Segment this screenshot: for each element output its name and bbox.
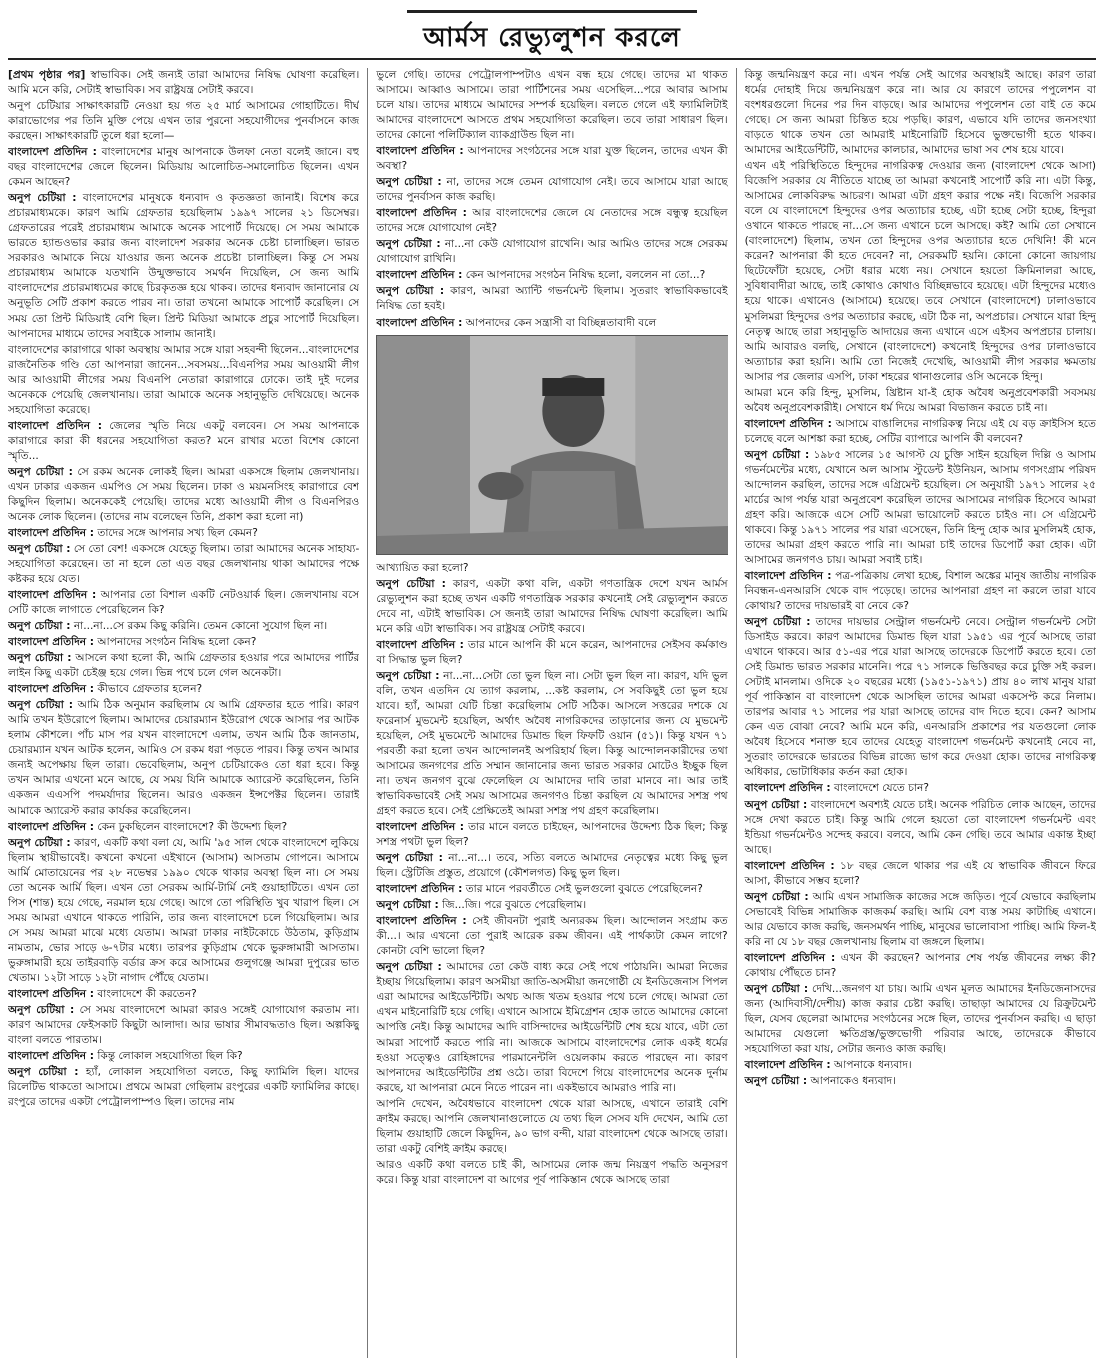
- paragraph-text: বাংলাদেশে অবশ্যই যেতে চাই। অনেক পরিচিত লোক আছেন, তাদের সঙ্গে দেখা করতে চাই। কিন্তু আমি গেলে হয়তো তো বাংলাদেশ গভর্নমেন্ট এবং ইন্ডিয়া গভর্নমেন্টও সন্দেহ করবে। বলবে, আমি কেন গেছি। তবে আমার একান্ত ইচ্ছা আছে।: [744, 798, 1096, 856]
- paragraph-text: বাংলাদেশের মানুষ আপনাকে উলফা নেতা বলেই জানে। বহু বছর বাংলাদেশের জেলে ছিলেন। মিডিয়ায় আলোচিত-সমালোচিত ছিলেন। এখন কেমন আছেন?: [8, 146, 360, 189]
- speaker-label: বাংলাদেশ প্রতিদিন :: [376, 269, 463, 282]
- interview-paragraph: [376, 144, 727, 174]
- interview-paragraph: [8, 68, 359, 98]
- interview-paragraph: [376, 638, 727, 668]
- speaker-label: বাংলাদেশ প্রতিদিন :: [8, 820, 95, 833]
- paragraph-text: আমরা মনে করি হিন্দু, মুসলিম, খ্রিষ্টান যা-ই হোক অবৈধ অনুপ্রবেশকারী সবসময় অবৈধ অনুপ্রবেশকারীই। সেখানে ধর্ম দিয়ে আমরা বিভাজন করতে চাই না।: [744, 386, 1096, 414]
- paragraph-text: না...না...। তবে, সত্যি বলতে আমাদের নেতৃত্বের মধ্যে কিছু ভুল ছিল। স্ট্রেটিজি প্রস্তুত, প্রয়োগে (কৌশলগত) কিছু ভুল ছিল।: [376, 852, 728, 880]
- interview-paragraph: [8, 1049, 359, 1064]
- speaker-label: অনুপ চেটিয়া :: [376, 577, 446, 590]
- speaker-label: অনুপ চেটিয়া :: [744, 890, 809, 903]
- interview-paragraph: [8, 588, 359, 618]
- speaker-label: অনুপ চেটিয়া :: [376, 176, 442, 189]
- paragraph-text: আরও একটি কথা বলতে চাই কী, আসামের লোক জন্ম নিয়ন্ত্রণ পদ্ধতি অনুসরণ করে। কিন্তু যারা বাংলাদেশ বা আগের পূর্ব পাকিস্তান থেকে আসছে তারা: [376, 1158, 728, 1186]
- paragraph-text: ১৮ বছর জেলে থাকার পর এই যে স্বাভাবিক জীবনে ফিরে আসা, কীভাবে সম্ভব হলো?: [744, 859, 1096, 887]
- speaker-label: বাংলাদেশ প্রতিদিন :: [8, 987, 95, 1000]
- interview-paragraph: [8, 145, 359, 190]
- speaker-label: বাংলাদেশ প্রতিদিন :: [8, 1050, 95, 1062]
- paragraph-text: আপনাদের সংগঠনের সঙ্গে যারা যুক্ত ছিলেন, তাদের এখন কী অবস্থা?: [376, 145, 728, 173]
- interview-photo: [376, 335, 727, 555]
- interview-paragraph: [8, 542, 359, 587]
- interview-paragraph: [745, 890, 1096, 950]
- interview-paragraph: [8, 987, 359, 1002]
- interview-paragraph: [745, 417, 1096, 447]
- paragraph-text: কারণ, আমরা অ্যান্টি গভর্নমেন্ট ছিলাম। সুতরাং স্বাভাবিকভাবেই নিষিদ্ধ তো হবই।: [376, 285, 728, 313]
- paragraph-text: আমি ঠিক অনুমান করছিলাম যে আমি গ্রেফতার হতে পারি। কারণ আমি তখন ইউরোপে ছিলাম। আমাদের চেয়ারম্যান ইউরোপ থেকে আসার পর আটক হলাম কৌশলে। পাঁচ মাস পর যখন বাংলাদেশে এলাম, তখন আমি ঠিক জানতাম, চেয়ারম্যান যখন আটক হলেন, আমিও সে রকম ধরা পড়তে পারব। কিন্তু তখন আমার জন্যই অপেক্ষায় ছিল তারা। ভেবেছিলাম, অনুপ চেটিয়াকেও তো ধরা হবে। কিন্তু তখন আমার এখনো মনে আছে, যে সময় যিনি আমাকে অ্যারেস্ট করেছিলেন, তিনি একজন এএসপি পদমর্যাদার ছিলেন। আরও একজন ইন্সপেক্টর ছিলেন। তারাই আমাকে অ্যারেস্ট করার কার্যকর করেছিলেন।: [8, 699, 360, 817]
- column-2-bottom: [376, 561, 727, 1188]
- paragraph-text: আপনার তো বিশাল একটি নেটওয়ার্ক ছিল। জেলখানায় বসে সেটি কাজে লাগাতে পেরেছিলেন কি?: [8, 589, 360, 617]
- interview-paragraph: [376, 206, 727, 236]
- interview-paragraph: [8, 191, 359, 341]
- paragraph-text: আপনি দেখেন, অবৈধভাবে বাংলাদেশ থেকে যারা আসছে, এখানে তারাই বেশি ক্রাইম করছে। আপনি জেলখানাগুলোতে যে তথ্য ছিল সেসব যদি দেখেন, আমি তো ছিলাম গুয়াহাটি জেলে কিছুদিন, ৯০ ভাগ বন্দী, যারা বাংলাদেশ থেকে আসছে তারা। তারা একটু বেশিই ক্রাইম করছে।: [376, 1097, 728, 1155]
- interview-paragraph: [745, 781, 1096, 796]
- speaker-label: অনুপ চেটিয়া :: [744, 982, 809, 995]
- speaker-label: অনুপ চেটিয়া :: [376, 899, 439, 912]
- interview-paragraph: [8, 635, 359, 650]
- interview-paragraph: [745, 859, 1096, 889]
- speaker-label: অনুপ চেটিয়া :: [376, 285, 445, 298]
- speaker-label: [প্রথম পৃষ্ঠার পর]: [8, 69, 86, 81]
- speaker-label: বাংলাদেশ প্রতিদিন :: [8, 419, 102, 432]
- paragraph-text: পত্র-পত্রিকায় লেখা হচ্ছে, বিশাল অঙ্কের মানুষ জাতীয় নাগরিক নিবন্ধন-এনআরসি থেকে বাদ পড়েছে। তাদের আপনারা গ্রহণ না করলে তারা যাবে কোথায়? তাদের দায়ভারই বা নেবে কে?: [744, 570, 1096, 613]
- interview-paragraph: [376, 669, 727, 819]
- paragraph-text: আসলে কথা হলো কী, আমি গ্রেফতার হওয়ার পরে আমাদের পার্টির লাইন কিছু একটা চেইঞ্জ হয়ে গেল। ভিন্ন পথে চলে গেল অনেকটা।: [8, 652, 360, 680]
- paragraph-text: কিন্তু জন্মনিয়ন্ত্রণ করে না। এখন পর্যন্ত সেই আগের অবস্থায়ই আছে। কারণ তারা ধর্মের দোহাই দিয়ে জন্মনিয়ন্ত্রণ করে না। আর যে কারণে তাদের পপুলেশন বা বংশধরগুলো দিনের পর দিন বাড়ছে। আর আমাদের পপুলেশন তো বাই তে কমে গেছে। সে জন্য আমরা চিন্তিত হয়ে পড়ছি। কারণ, এভাবে যদি তাদের জনসংখ্যা বাড়তে থাকে তখন তো আমরাই মাইনোরিটি হিসেবে ভুক্তভোগী হতে থাকব। আমাদের আইডেন্টিটি, আমাদের কালচার, আমাদের ভাষা সব শেষ হয়ে যাবে।: [744, 69, 1096, 157]
- interview-paragraph: [8, 419, 359, 464]
- interview-paragraph: [376, 284, 727, 314]
- paragraph-text: আপনাদের কেন সন্ত্রাসী বা বিচ্ছিন্নতাবাদী বলে: [465, 316, 657, 329]
- interview-paragraph: [376, 561, 727, 576]
- interview-paragraph: [376, 175, 727, 205]
- paragraph-text: অনুপ চেটিয়ার সাক্ষাৎকারটি নেওয়া হয় গত ২৫ মার্চ আসামের গোহাটিতে। দীর্ঘ কারাভোগের পর তিনি মুক্তি পেয়ে এখন তার পুরনো সহযোগীদের পুনর্বাসনে কাজ করছেন। সাক্ষাৎকারটি তুলে ধরা হলো—: [8, 100, 360, 143]
- paragraph-text: এখন এই পরিস্থিতিতে হিন্দুদের নাগরিকত্ব দেওয়ার জন্য (বাংলাদেশ থেকে আসা) বিজেপি সরকার যে নীতিতে যাচ্ছে তা আমরা কখনোই সাপোর্ট করি না। এটা কিন্তু, আসামের লোকবিরুদ্ধ আচরণ। আমরা এটা গ্রহণ করার পক্ষে নই। বিজেপি সরকার বলে যে বাংলাদেশে হিন্দুদের ওপর অত্যাচার হচ্ছে, এটা হচ্ছে সেটা হচ্ছে, হিন্দুরা ওখানে থাকতে পারছে না...সে জন্য এখানে চলে আসছে। কই? আমি তো সেখানে (বাংলাদেশে) ছিলাম, তখন তো হিন্দুদের ওপর অত্যাচার হতে দেখিনি! কী মনে করেন? আপনারা কী হতে দেবেন? না, সেরকমটি হয়নি। কোনো কোনো জায়গায় ছিটেফোঁটা হয়েছে, সেটা ধরার মধ্যে নয়। সেখানে হয়তো ক্রিমিনালরা আছে, সুবিধাবাদীরা আছে, তাই কোথাও কোথাও বিচ্ছিন্নভাবে হয়েছে। এটা হিন্দুদের মধ্যেও হয়ে থাকে। এখানেও (আসামে) হয়েছে। তবে সেখানে (বাংলাদেশে) ঢালাওভাবে মুসলিমরা হিন্দুদের ওপর অত্যাচার করছে, এটা ঠিক না, অপপ্রচার। সেখানে যারা হিন্দু নেতৃত্ব আছে তারা সহানুভূতি আদায়ের জন্য এখানে এসে এইসব অপপ্রচার চালায়। আমি আবারও বলছি, সেখানে (বাংলাদেশে) কখনোই হিন্দুদের ওপর ঢালাওভাবে অত্যাচার করা হয়নি। আমি তো নিজেই দেখেছি, আওয়ামী লীগ সরকার ক্ষমতায় আসার পর জেলার এসপি, ঢাকা শহরের থানাগুলোর ওসি অনেকে হিন্দু।: [744, 160, 1096, 383]
- paragraph-text: ১৯৮৫ সালের ১৫ আগস্ট যে চুক্তি সাইন হয়েছিল দিল্লি ও আসাম গভর্নমেন্টের মধ্যে, যেখানে অল আসাম স্টুডেন্ট ইউনিয়ন, আসাম গণসংগ্রাম পরিষদ আন্দোলন করছিল, তাদের সঙ্গে এগ্রিমেন্ট হয়েছিল। সে অনুযায়ী ১৯৭১ সালের ২৫ মার্চের আগ পর্যন্ত যারা অনুপ্রবেশ করেছিল তাদের আসামের নাগরিক হিসেবে আমরা গ্রহণ করি। আজকে এসে সেটি আমরা ভায়োলেট করতে চাইও না। সে এগ্রিমেন্ট থাকবে। কিন্তু ১৯৭১ সালের পর যারা এসেছেন, তিনি হিন্দু হোক আর মুসলিমই হোক, তাদের আমরা গ্রহণ করতে পারি না। আমরা চাই তাদের ডিপোর্ট করা হোক। এটা আসামের জনগণও চায়। আমরা সবাই চাই।: [744, 448, 1096, 566]
- headline-bar: [8, 10, 1096, 60]
- paragraph-text: সে সময় বাংলাদেশে আমরা কারও সঙ্গেই যোগাযোগ করতাম না। কারণ আমাদের ফেইসকাট কিছুটা আলাদা। আর ভাষার সীমাবদ্ধতাও ছিল। অল্পকিছু বাংলা বলতে পারতাম।: [8, 1003, 360, 1046]
- paragraph-text: ভুলে গেছি। তাদের পেট্রোলপাম্পটাও এখন বন্ধ হয়ে গেছে। তাদের মা থাকত আসামে। আব্বাও আসামে। তারা পার্টিশনের সময় এসেছিল...পরে আবার আসাম চলে যায়। তাদের মাধ্যমে আমাদের সম্পর্ক হয়েছিল। বলতে গেলে এই ফ্যামিলিটাই আমাদের বাংলাদেশে আসতে প্রথম সহযোগিতা করেছিল। তবে তারা সাধারণ ছিল। তাদের কোনো পলিটিক্যাল ব্যাকগ্রাউন্ড ছিল না।: [376, 69, 728, 142]
- speaker-label: অনুপ চেটিয়া :: [8, 1003, 75, 1016]
- interview-paragraph: [376, 1158, 727, 1188]
- paragraph-text: কীভাবে গ্রেফতার হলেন?: [97, 683, 203, 696]
- interview-paragraph: [745, 386, 1096, 416]
- interview-paragraph: [745, 615, 1096, 780]
- interview-paragraph: [745, 68, 1096, 158]
- interview-paragraph: [376, 1097, 727, 1157]
- speaker-label: বাংলাদেশ প্রতিদিন :: [8, 526, 95, 539]
- interview-paragraph: [8, 526, 359, 541]
- speaker-label: অনুপ চেটিয়া :: [8, 652, 72, 665]
- speaker-label: অনুপ চেটিয়া :: [8, 836, 71, 849]
- paragraph-text: আমি এখন সামাজিক কাজের সঙ্গে জড়িত। পূর্বে যেভাবে করছিলাম সেভাবেই বিভিন্ন সামাজিক কাজকর্ম করছি। আমি বেশ ব্যস্ত সময় কাটাচ্ছি এখানে। আর যেভাবে কাজ করছি, জনসমর্থন পাচ্ছি, মানুষের ভালোবাসা পাচ্ছি। আমি ফিল-ই করি না যে ১৮ বছর জেলখানায় ছিলাম বা জঙ্গলে ছিলাম।: [744, 890, 1096, 948]
- interview-paragraph: [376, 960, 727, 1095]
- paragraph-text: আপনাকেও ধন্যবাদ।: [810, 1075, 896, 1088]
- interview-paragraph: [8, 1003, 359, 1048]
- interview-paragraph: [8, 1065, 359, 1110]
- interview-paragraph: [376, 237, 727, 267]
- interview-paragraph: [376, 316, 727, 331]
- paragraph-text: আপনাকে ধন্যবাদ।: [834, 1059, 912, 1072]
- speaker-label: অনুপ চেটিয়া :: [8, 699, 74, 712]
- paragraph-text: আপনাদের সংগঠন নিষিদ্ধ হলো কেন?: [97, 636, 257, 649]
- interview-paragraph: [8, 820, 359, 835]
- paragraph-text: তার মানে আপনি কী মনে করেন, আপনাদের সেইসব কর্মকাণ্ড বা সিদ্ধান্ত ভুল ছিল?: [376, 638, 728, 666]
- paragraph-text: হ্যাঁ, লোকাল সহযোগিতা বলতে, কিছু ফ্যামিলি ছিল। যাদের রিলেটিভ থাকতো আসামে। প্রথমে আমরা গেছিলাম রংপুরের একটি ফ্যামিলির কাছে। রংপুরে তাদের একটা পেট্রোলপাম্পও ছিল। তাদের নাম: [8, 1066, 360, 1109]
- column-2-top: [376, 68, 727, 331]
- paragraph-text: বাংলাদেশের মানুষকে ধন্যবাদ ও কৃতজ্ঞতা জানাই। বিশেষ করে প্রচারমাধ্যমকে। কারণ আমি গ্রেফতার হয়েছিলাম ১৯৯৭ সালের ২১ ডিসেম্বর। গ্রেফতারের পরেই প্রচারমাধ্যম আমাকে অনেক সাপোর্ট দিয়েছে। সে সময় আমাকে ভারতে হ্যান্ডওভার করার জন্য বাংলাদেশ সরকার অনেক চেষ্টা চালাচ্ছিল। ভারত সরকারও আমাকে নিয়ে যাওয়ার জন্য অনেক প্রচেষ্টা চালাচ্ছিল। কিন্তু সে সময় প্রচারমাধ্যম আমাকে যতখানি উন্মুক্তভাবে সমর্থন দিয়েছিল, সে জন্য আমি বাংলাদেশের প্রচারমাধ্যমের কাছে চিরকৃতজ্ঞ হয়ে থাকব। তাদের ধন্যবাদ জানানোর যে অনুভূতি সেটি প্রকাশ করতে পারব না। তারা তখনো আমাকে সাপোর্ট করেছিল। সে সময় তো প্রিন্ট মিডিয়াই বেশি ছিল। প্রিন্ট মিডিয়া আমাকে প্রচুর সাপোর্ট দিয়েছিল। আপনাদের মাধ্যমে তাদের সবাইকে সালাম জানাই।: [8, 192, 360, 340]
- paragraph-text: তার মানে বলতে চাইছেন, আপনাদের উদ্দেশ্য ঠিক ছিল; কিন্তু সশস্ত্র পথটা ভুল ছিল?: [376, 821, 728, 849]
- paragraph-text: আমাদের তো কেউ বাধ্য করে সেই পথে পাঠায়নি। আমরা নিজের ইচ্ছায় গিয়েছিলাম। কারণ অসমীয়া জাতি-অসমীয়া জনগোষ্ঠী যে ইনডিজেনাস পিপল এরা আমাদের আইডেন্টিটি। অথচ আজ খতম হওয়ার পথে চলে গেছে। আমরা তো এখন মাইনোরিটি হয়ে গেছি। এখানে আসামে ইমিগ্রেশন হোক তাতে আমাদের কোনো আপত্তি নেই। কিন্তু আমাদের আদি বাসিন্দাদের আইডেন্টিটি শেষ হয়ে যাবে, এটা তো আমরা সাপোর্ট করতে পারি না। আজকে আসামে বাংলাদেশের লোক একই ধর্মের হওয়া সত্ত্বেও রোহিঙ্গাদের পারমানেন্টলি ওয়েলকাম করতে পারছেন না। কারণ আপনাদের আইডেন্টিটির প্রশ্ন ওঠে। তারা বিদেশে গিয়ে বাংলাদেশের অনেক দুর্নাম করছে, যা আপনারা মেনে নিতে পারেন না। একইভাবে আমরাও পারি না।: [376, 961, 728, 1094]
- interview-paragraph: [8, 343, 359, 418]
- speaker-label: বাংলাদেশ প্রতিদিন :: [744, 859, 835, 872]
- interview-paragraph: [8, 836, 359, 986]
- interview-paragraph: [8, 651, 359, 681]
- interview-paragraph: [376, 68, 727, 143]
- speaker-label: বাংলাদেশ প্রতিদিন :: [744, 570, 832, 583]
- interview-paragraph: [376, 820, 727, 850]
- paragraph-text: সেই জীবনটা পুরাই অন্যরকম ছিল। আন্দোলন সংগ্রাম কত কী...। আর এখনো তো পুরাই আরেক রকম জীবন। এই পার্থক্যটা কেমন লাগে? কোনটা বেশি ভালো ছিল?: [376, 915, 728, 958]
- speaker-label: বাংলাদেশ প্রতিদিন :: [744, 951, 836, 964]
- speaker-label: বাংলাদেশ প্রতিদিন :: [376, 638, 464, 651]
- interview-paragraph: [8, 465, 359, 525]
- speaker-label: বাংলাদেশ প্রতিদিন :: [8, 636, 95, 649]
- paragraph-text: তার মানে পরবর্তীতে সেই ভুলগুলো বুঝতে পেরেছিলেন?: [465, 883, 703, 896]
- paragraph-text: আসামে বাঙালিদের নাগরিকত্ব নিয়ে এই যে বড় ক্রাইসিস হতে চলেছে বলে আশঙ্কা করা হচ্ছে, সেটির ব্যাপারে আপনি কী বলবেন?: [744, 417, 1096, 445]
- paragraph-text: বাংলাদেশে যেতে চান?: [834, 782, 929, 795]
- paragraph-text: এখন কী করছেন? আপনার শেষ পর্যন্ত জীবনের লক্ষ্য কী? কোথায় পৌঁছতে চান?: [744, 951, 1096, 979]
- column-2: [367, 68, 727, 1358]
- paragraph-text: সে তো বেশ! একসঙ্গে যেহেতু ছিলাম। তারা আমাদের অনেক সাহায্য-সহযোগিতা করেছেন। তা না হলে তো এত বছর জেলখানায় থাকা আমাদের পক্ষে কষ্টকর হয়ে যেত।: [8, 542, 360, 586]
- speaker-label: অনুপ চেটিয়া :: [376, 238, 441, 251]
- interview-paragraph: [745, 569, 1096, 614]
- speaker-label: বাংলাদেশ প্রতিদিন :: [8, 683, 95, 696]
- interview-paragraph: [745, 159, 1096, 384]
- paragraph-text: জি...জি। পরে বুঝতে পেরেছিলাম।: [442, 899, 587, 912]
- headline: আর্মস রেভ্যুলুশন করলে: [407, 10, 696, 61]
- paragraph-text: সে রকম অনেক লোকই ছিল। আমরা একসঙ্গে ছিলাম জেলখানায়। এখন ঢাকার একজন এমপিও সে সময় ছিলেন। ঢাকা ও ময়মনসিংহ কারাগারে বেশ কিছুদিন ছিলাম। অনেককেই পেয়েছি। তাদের মধ্যে আওয়ামী লীগ ও বিএনপিরও অনেক লোক ছিলেন। (তাদের নাম বলেছেন তিনি, প্রকাশ করা হলো না): [8, 465, 360, 523]
- interview-paragraph: [376, 882, 727, 897]
- speaker-label: অনুপ চেটিয়া :: [744, 616, 811, 629]
- speaker-label: বাংলাদেশ প্রতিদিন :: [744, 1059, 831, 1072]
- paragraph-text: না...না...সে রকম কিছু করিনি। তেমন কোনো সুযোগ ছিল না।: [73, 620, 328, 633]
- interview-paragraph: [745, 951, 1096, 981]
- person-seated-image: [377, 336, 727, 554]
- speaker-label: বাংলাদেশ প্রতিদিন :: [376, 915, 467, 928]
- paragraph-text: না, তাদের সঙ্গে তেমন যোগাযোগ নেই। তবে আসামে যারা আছে তাদের পুনর্বাসন কাজ করছি।: [376, 176, 728, 204]
- speaker-label: অনুপ চেটিয়া :: [744, 448, 810, 461]
- interview-paragraph: [745, 1074, 1096, 1089]
- speaker-label: বাংলাদেশ প্রতিদিন :: [376, 883, 463, 896]
- interview-paragraph: [745, 982, 1096, 1057]
- speaker-label: অনুপ চেটিয়া :: [8, 465, 73, 478]
- paragraph-text: না...না...সেটা তো ভুল ছিল না। সেটা ভুল ছিল না। কারণ, যদি ভুল বলি, তখন এতদিন যে ত্যাগ করলাম, ...কষ্ট করলাম, সে সবকিছুই তো ভুল হয়ে যাবে। হ্যাঁ, আমরা যেটি চিন্তা করেছিলাম সেটি সঠিক। আসলে সত্তরের দশকে যে ফরেনার্স মুভমেন্ট হয়েছিল, অর্থাৎ অবৈধ নাগরিকদের তাড়ানোর জন্য যে মুভমেন্ট হয়েছিল, সেই মুভমেন্টে আমাদের ডিমান্ড ছিল ফিফটি ওয়ান (৫১)। কিন্তু যখন ৭১ পরবর্তী করা হলো তখন আন্দোলনই অপরিহার্য ছিল। কিন্তু আন্দোলনকারীদের তথা আসামের জনগণের প্রতি সম্মান জানানোর জন্য ভারত সরকার মোটেও ইচ্ছুক ছিল না। তখন জনগণ বুঝে ফেলেছিল যে আমাদের দাবি তারা মানবে না। আর তাই স্বাভাবিকভাবেই সেই সময় আসামের জনগণও চিন্তা করছিল যে আমাদের সশস্ত্র পথ গ্রহণ করতে হবে। সেই প্রেক্ষিতেই আমরা সশস্ত্র পথ গ্রহণ করেছিলাম।: [376, 669, 728, 818]
- speaker-label: বাংলাদেশ প্রতিদিন :: [376, 207, 467, 220]
- speaker-label: বাংলাদেশ প্রতিদিন :: [376, 145, 464, 158]
- paragraph-text: আখ্যায়িত করা হলো?: [376, 561, 469, 574]
- paragraph-text: কিন্তু লোকাল সহযোগিতা ছিল কি?: [97, 1050, 243, 1062]
- interview-paragraph: [745, 798, 1096, 858]
- paragraph-text: কেন আপনাদের সংগঠন নিষিদ্ধ হলো, বললেন না তো...?: [465, 269, 706, 282]
- speaker-label: বাংলাদেশ প্রতিদিন :: [376, 821, 464, 834]
- paragraph-text: না...না কেউ যোগাযোগ রাখেনি। আর আমিও তাদের সঙ্গে সেরকম যোগাযোগ রাখিনি।: [376, 238, 728, 266]
- paragraph-text: কারণ, একটি কথা বলা যে, আমি '৯৫ সাল থেকে বাংলাদেশে লুকিয়ে ছিলাম স্থায়ীভাবেই। কখনো কখনো এইখানে (আসাম) আসতাম গোপনে। আসামে আর্মি মোতায়েনের পর ২৮ নভেম্বর ১৯৯০ থেকে থাকার অবস্থা ছিল না। সে সময় তো অনেক আর্মি ছিল। এখন তো সেরকম আর্মি-টার্মি নেই গুয়াহাটিতে। এখন তো পিস (শান্ত) হয়ে গেছে, নরমাল হয়ে গেছে। আগে তো পরিস্থিতি খুব খারাপ ছিল। সে সময় আমরা এখানে থাকতে পারিনি, তার জন্য বাংলাদেশে চলে গিয়েছিলাম। আর সে সময় আমরা মাঝে মধ্যে যেতাম। আমরা ঢাকার নাইটকোচে উঠতাম, কুড়িগ্রাম নামতাম, ভোর সাড়ে ৬-৭টার মধ্যে। তারপর কুড়িগ্রাম থেকে ভুরুঙ্গামারী আসতাম। ভুরুঙ্গামারী হয়ে তাইরবাড়ি বর্ডার ক্রস করে আসামের গুলুগঞ্জে আমরা দুপুরের ভাত খেতাম। ১২টা সাড়ে ১২টা নাগাদ পৌঁছে যেতাম।: [8, 836, 360, 984]
- paragraph-text: কেন ঢুকছিলেন বাংলাদেশে? কী উদ্দেশ্য ছিল?: [97, 820, 288, 833]
- interview-paragraph: [376, 268, 727, 283]
- interview-paragraph: [376, 851, 727, 881]
- paragraph-text: তাদের সঙ্গে আপনার সখ্য ছিল কেমন?: [97, 526, 258, 539]
- interview-paragraph: [8, 99, 359, 144]
- speaker-label: অনুপ চেটিয়া :: [376, 669, 440, 682]
- paragraph-text: স্বাভাবিক। সেই জন্যই তারা আমাদের নিষিদ্ধ ঘোষণা করেছিল। আমি মনে করি, সেটাই স্বাভাবিক। সব রাষ্ট্রযন্ত্র সেটাই করবে।: [8, 69, 360, 97]
- speaker-label: বাংলাদেশ প্রতিদিন :: [8, 589, 97, 602]
- speaker-label: অনুপ চেটিয়া :: [8, 192, 77, 205]
- interview-paragraph: [376, 898, 727, 913]
- interview-paragraph: [376, 577, 727, 637]
- interview-paragraph: [8, 698, 359, 818]
- paragraph-text: কারণ, একটা কথা বলি, একটা গণতান্ত্রিক দেশে যখন আর্মস রেভ্যুলুশন করা হচ্ছে তখন একটি গণতান্ত্রিক সরকার কখনোই সেই রেভ্যুলুশন করতে দেবে না, এটাই স্বাভাবিক। সে জন্যই তারা আমাদের নিষিদ্ধ ঘোষণা করেছিল। আমি মনে করি এটা স্বাভাবিক। সব রাষ্ট্রযন্ত্র সেটাই করবে।: [376, 577, 728, 635]
- speaker-label: অনুপ চেটিয়া :: [8, 1066, 79, 1079]
- speaker-label: অনুপ চেটিয়া :: [376, 961, 442, 974]
- paragraph-text: তাদের দায়ভার সেন্ট্রাল গভর্নমেন্ট নেবে। সেন্ট্রাল গভর্নমেন্ট সেটা ডিসাইড করবে। কারণ আমাদের ডিমান্ড ছিল যারা ১৯৫১ এর পূর্বে আসছে তারা এখানে থাকবে। আর ৫১-এর পরে যারা আসছে তাদেরকে ডিপোর্ট করতে হবে। তো সেই ডিমান্ড ভারত সরকার মানেনি। পরে ৭১ সালকে ভিত্তিবছর করে চুক্তি সই করল। সেটাই মানলাম। ওদিকে ২০ বছরের মধ্যে (১৯৫১-১৯৭১) প্রায় ৪০ লাখ মানুষ যারা পূর্ব পাকিস্তান বা বাংলাদেশ থেকে আসছিল তাদের আমরা একসেপ্ট করে নিলাম। তারপর আবার ৭১ সালের পর যারা আসছে তাদের বাদ দিতে হবে। কেন? আসাম কেন এত বোঝা নেবে? আমি মনে করি, এনআরসি প্রকাশের পর যতগুলো লোক অবৈধ হিসেবে শনাক্ত হবে তাদের যেহেতু বাংলাদেশ গভর্নমেন্ট কখনোই নেবে না, সুতরাং তাদেরকে ভারতের বিভিন্ন রাজ্যে ভাগ করে দেওয়া হোক। তাদের নাগরিকত্ব অধিকার, ভোটাধিকার কর্তন করা হোক।: [744, 616, 1096, 779]
- speaker-label: অনুপ চেটিয়া :: [376, 852, 443, 865]
- speaker-label: বাংলাদেশ প্রতিদিন :: [8, 146, 97, 159]
- interview-paragraph: [745, 1058, 1096, 1073]
- speaker-label: অনুপ চেটিয়া :: [8, 542, 71, 555]
- column-3: [736, 68, 1096, 1358]
- paragraph-text: আর বাংলাদেশের জেলে যে নেতাদের সঙ্গে বন্ধুত্ব হয়েছিল তাদের সঙ্গে যোগাযোগ নেই?: [376, 207, 728, 235]
- article-columns: [8, 68, 1096, 1358]
- column-1: [8, 68, 359, 1358]
- speaker-label: বাংলাদেশ প্রতিদিন :: [744, 782, 831, 795]
- paragraph-text: বাংলাদেশে কী করতেন?: [97, 987, 197, 1000]
- interview-paragraph: [8, 619, 359, 634]
- paragraph-text: বাংলাদেশের কারাগারে থাকা অবস্থায় আমার সঙ্গে যারা সহবন্দী ছিলেন...বাংলাদেশের রাজনৈতিক গণ্ডি তো আপনারা জানেন...সবসময়...বিএনপির সময় আওয়ামী লীগ আর আওয়ামী লীগের সময় বিএনপি নেতারা কারাগারে ঢোকে। তাই দুই দলের অনেককে পেয়েছি জেলখানায়। তারা আমাকে অনেক সহানুভূতি দেখিয়েছে। অনেক সহযোগিতা করেছে।: [8, 343, 360, 416]
- speaker-label: অনুপ চেটিয়া :: [744, 1075, 808, 1088]
- speaker-label: বাংলাদেশ প্রতিদিন :: [744, 417, 832, 430]
- speaker-label: বাংলাদেশ প্রতিদিন :: [376, 316, 463, 329]
- paragraph-text: দেখি...জনগণ যা চায়। আমি এখন মূলত আমাদের ইনডিজেনাসদের জন্য (আদিবাসী/দেশীয়) কাজ করার চেষ্টা করছি। তাছাড়া আমাদের যে রিক্রুটমেন্ট ছিল, যেসব ছেলেরা আমাদের সংগঠনের সঙ্গে ছিল, তাদের পুনর্বাসন করছি। এ ছাড়া আমাদের যেগুলো ক্ষতিগ্রস্ত/ভুক্তভোগী পরিবার আছে, তাদেরকে কীভাবে সহযোগিতা করা যায়, সেটার জন্যও কাজ করছি।: [744, 982, 1096, 1055]
- interview-paragraph: [745, 448, 1096, 568]
- speaker-label: অনুপ চেটিয়া :: [8, 620, 71, 633]
- paragraph-text: জেলের স্মৃতি নিয়ে একটু বলবেন। সে সময় আপনাকে কারাগারে কারা কী ধরনের সহযোগিতা করত? মনে রাখার মতো বিশেষ কোনো স্মৃতি...: [8, 419, 360, 462]
- interview-paragraph: [8, 682, 359, 697]
- interview-paragraph: [376, 914, 727, 959]
- speaker-label: অনুপ চেটিয়া :: [744, 798, 808, 811]
